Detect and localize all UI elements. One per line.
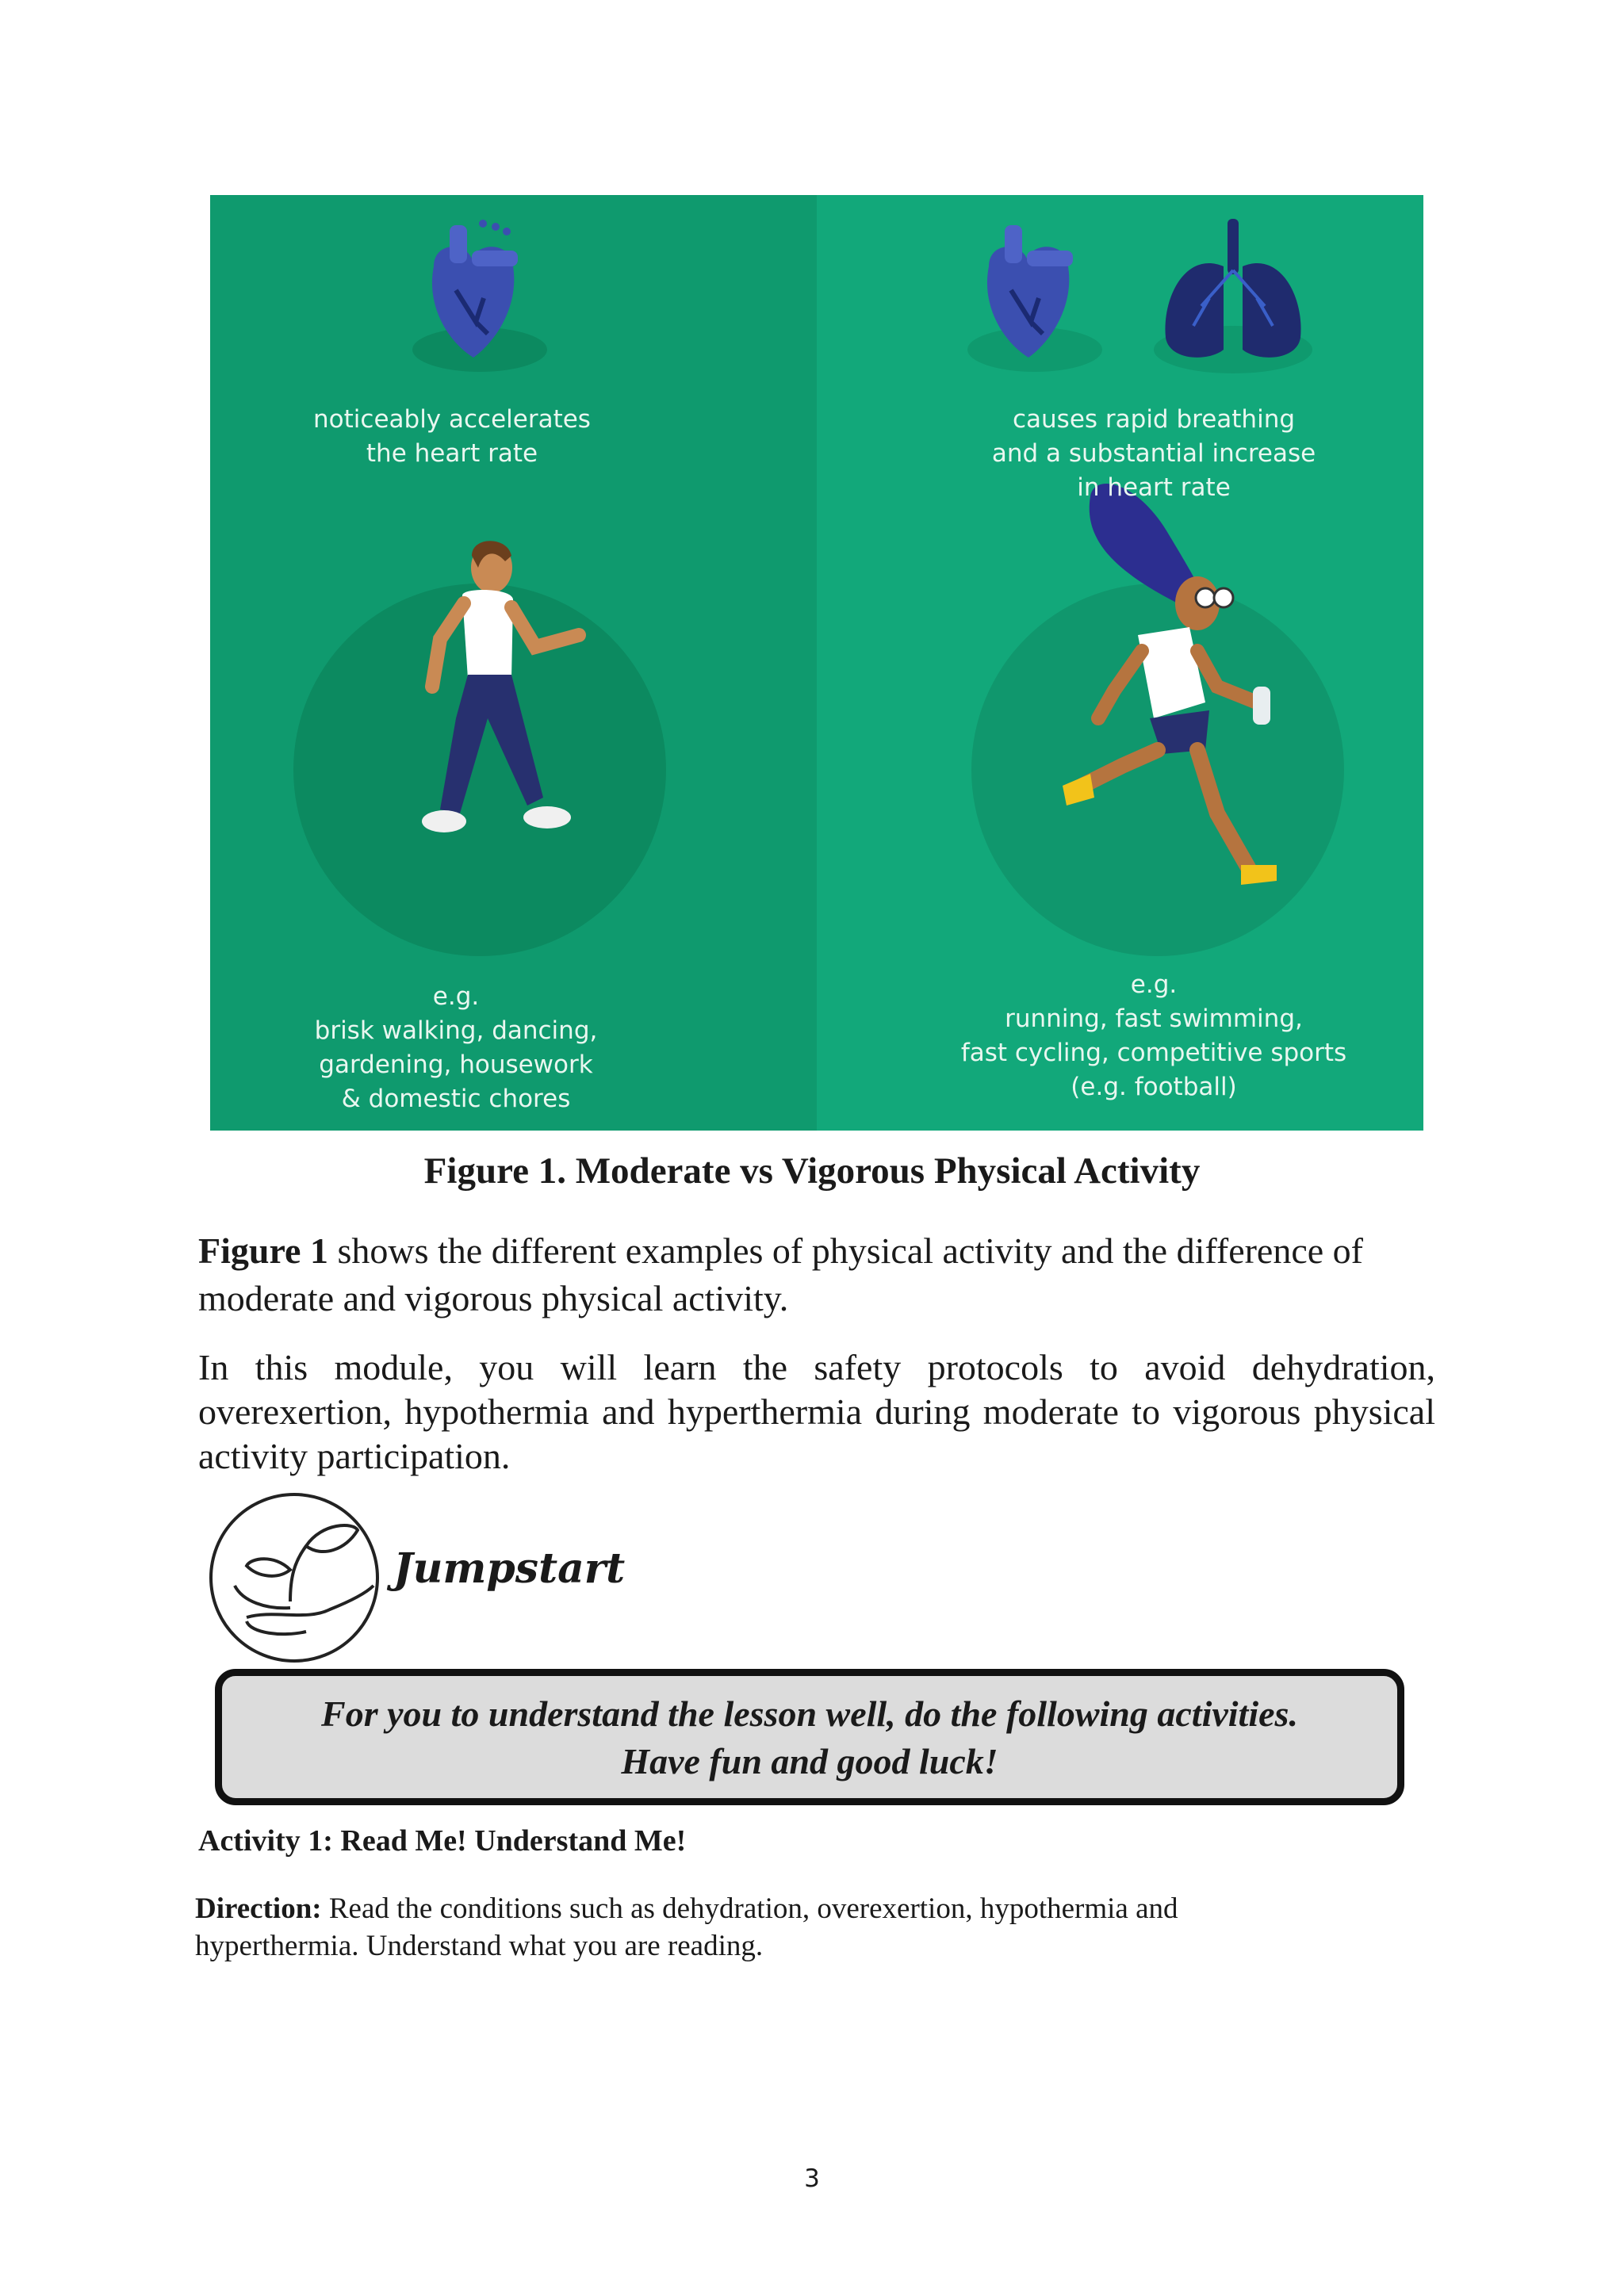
jumpstart-callout-box	[215, 1669, 1404, 1805]
heart-icon	[967, 225, 1102, 372]
page-number: 3	[804, 2164, 820, 2193]
direction-label: Direction:	[195, 1892, 322, 1925]
module-intro-paragraph: In this module, you will learn the safety protocols to avoid dehydration, overexertion, hypothermia and hyperthermia during moderate to vigorous physical activity participation.	[198, 1347, 1435, 1476]
jumpstart-heading: Jumpstart	[393, 1544, 626, 1593]
heart-icon	[412, 220, 547, 372]
lungs-icon	[1154, 219, 1312, 373]
figure-description	[198, 1227, 1435, 1322]
activity-infographic	[210, 195, 1423, 1131]
vigorous-examples: e.g. running, fast swimming, fast cycling, competitive sports (e.g. football)	[960, 970, 1347, 1101]
moderate-heart-caption: noticeably accelerates the heart rate	[313, 405, 591, 468]
callout-line-1: For you to understand the lesson well, do the following activities.	[321, 1693, 1298, 1734]
callout-line-2: Have fun and good luck!	[621, 1741, 998, 1781]
vigorous-heart-caption: causes rapid breathing and a substantial increase in heart rate	[991, 405, 1316, 502]
figure-description-text: shows the different examples of physical activity and the difference of moderate and vigorous physical activity.	[198, 1230, 1363, 1318]
moderate-examples: e.g. brisk walking, dancing, gardening, housework & domestic chores	[314, 982, 598, 1113]
direction-text: Read the conditions such as dehydration, overexertion, hypothermia and hyperthermia. Understand what you are reading.	[195, 1892, 1178, 1962]
activity-title: Activity 1: Read Me! Understand Me!	[198, 1824, 687, 1858]
figure-caption: Figure 1. Moderate vs Vigorous Physical Activity	[423, 1150, 1201, 1192]
hand-with-plant-icon	[203, 1490, 385, 1665]
figure-reference: Figure 1	[198, 1230, 328, 1271]
direction-paragraph	[195, 1890, 1321, 1965]
